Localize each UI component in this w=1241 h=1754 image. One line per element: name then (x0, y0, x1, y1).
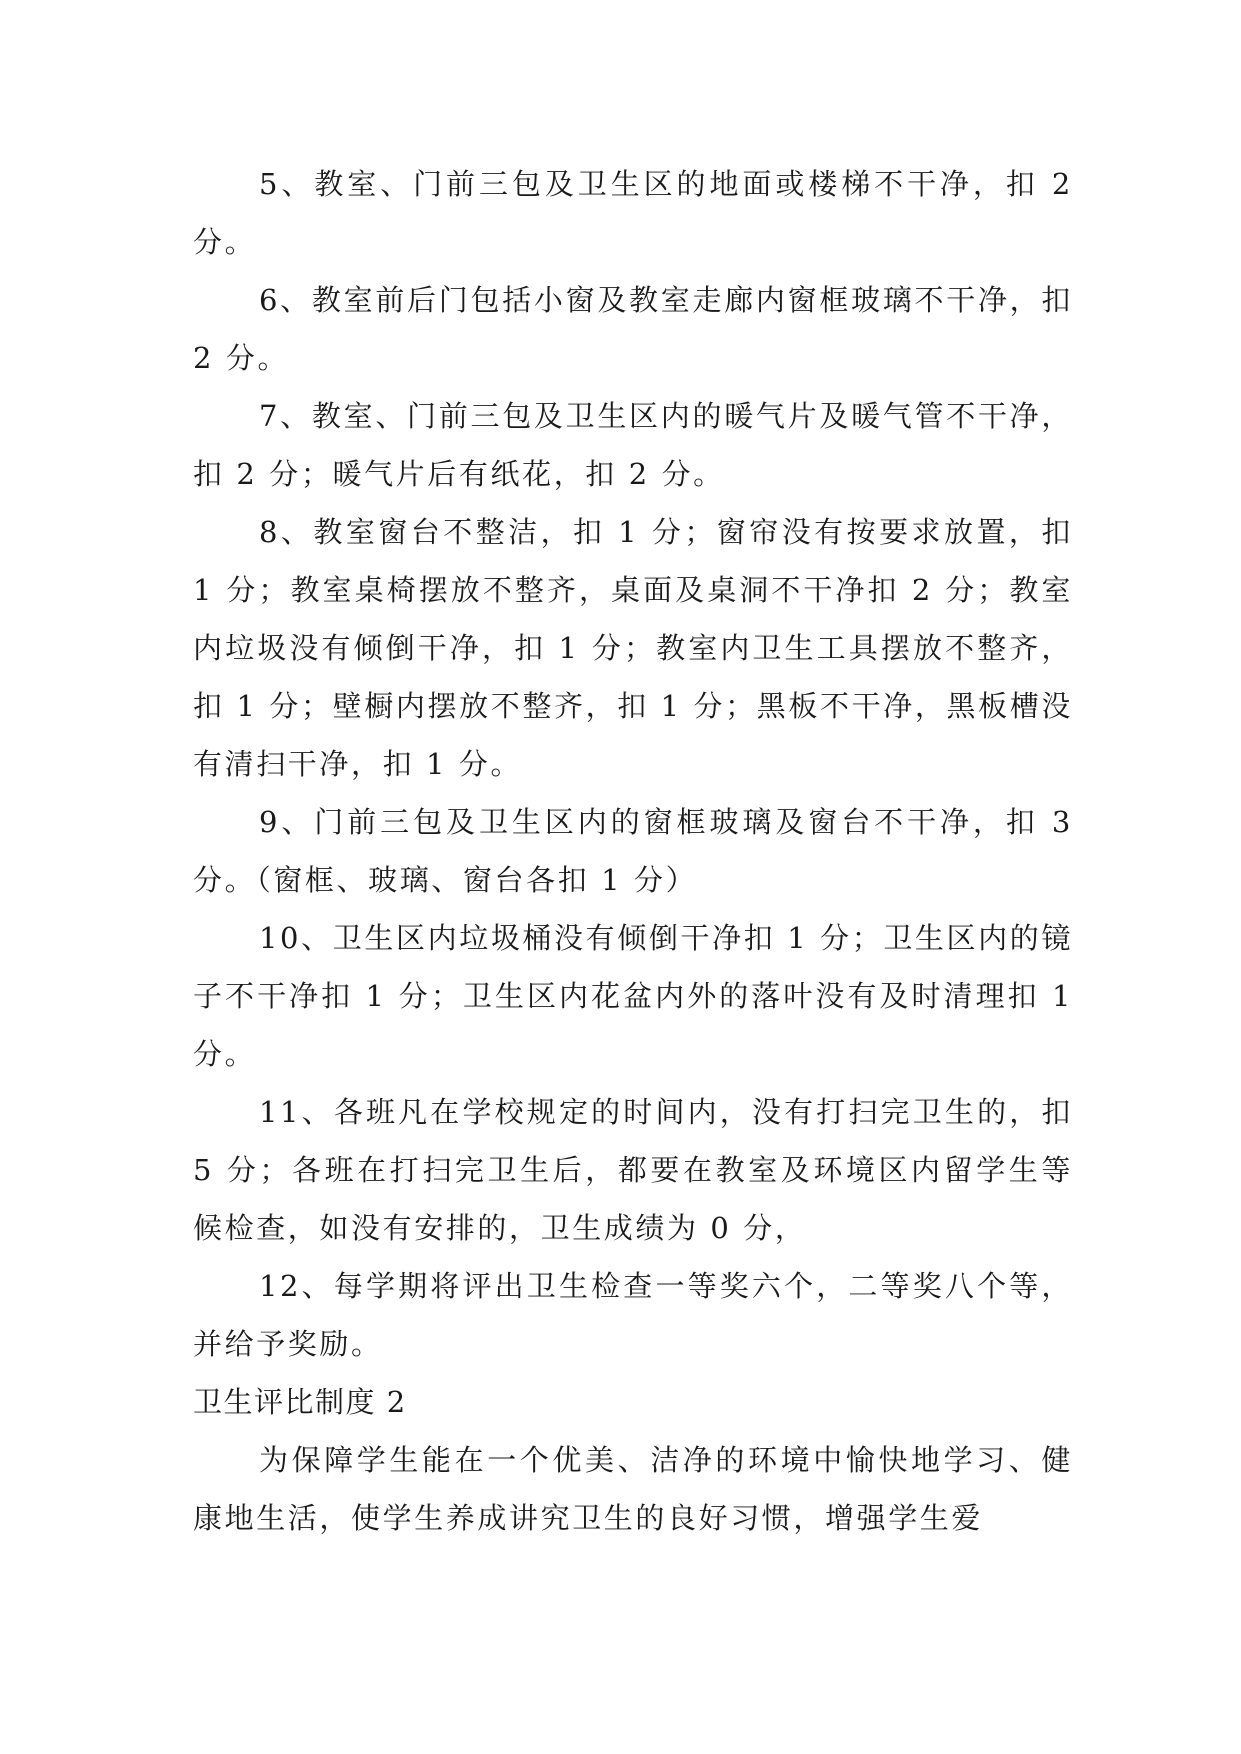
rule-item-12: 12、每学期将评出卫生检查一等奖六个，二等奖八个等，并给予奖励。 (193, 1269, 1073, 1361)
section-heading: 卫生评比制度 2 (193, 1385, 407, 1419)
rule-item-6: 6、教室前后门包括小窗及教室走廊内窗框玻璃不干净，扣 2 分。 (193, 283, 1073, 375)
rule-item-8: 8、教室窗台不整洁，扣 1 分；窗帘没有按要求放置，扣 1 分；教室桌椅摆放不整齐，桌面及桌洞不干净扣 2 分；教室内垃圾没有倾倒干净，扣 1 分；教室内卫生工具摆放不整齐，扣 1 分；壁橱内摆放不整齐，扣 1 分；黑板不干净，黑板槽没有清扫干净，扣 1 分。 (193, 515, 1073, 781)
rule-item-7: 7、教室、门前三包及卫生区内的暖气片及暖气管不干净，扣 2 分；暖气片后有纸花，扣 2 分。 (193, 399, 1073, 491)
intro-paragraph: 为保障学生能在一个优美、洁净的环境中愉快地学习、健康地生活，使学生养成讲究卫生的良好习惯，增强学生爱 (193, 1443, 1073, 1535)
rule-item-5: 5、教室、门前三包及卫生区的地面或楼梯不干净，扣 2 分。 (193, 167, 1073, 259)
rule-item-9: 9、门前三包及卫生区内的窗框玻璃及窗台不干净，扣 3 分。（窗框、玻璃、窗台各扣 1 分） (193, 805, 1073, 897)
document-body (193, 155, 1073, 1547)
rule-item-11: 11、各班凡在学校规定的时间内，没有打扫完卫生的，扣 5 分；各班在打扫完卫生后，都要在教室及环境区内留学生等候检查，如没有安排的，卫生成绩为 0 分， (193, 1095, 1073, 1245)
rule-item-10: 10、卫生区内垃圾桶没有倾倒干净扣 1 分；卫生区内的镜子不干净扣 1 分；卫生区内花盆内外的落叶没有及时清理扣 1 分。 (193, 921, 1073, 1071)
